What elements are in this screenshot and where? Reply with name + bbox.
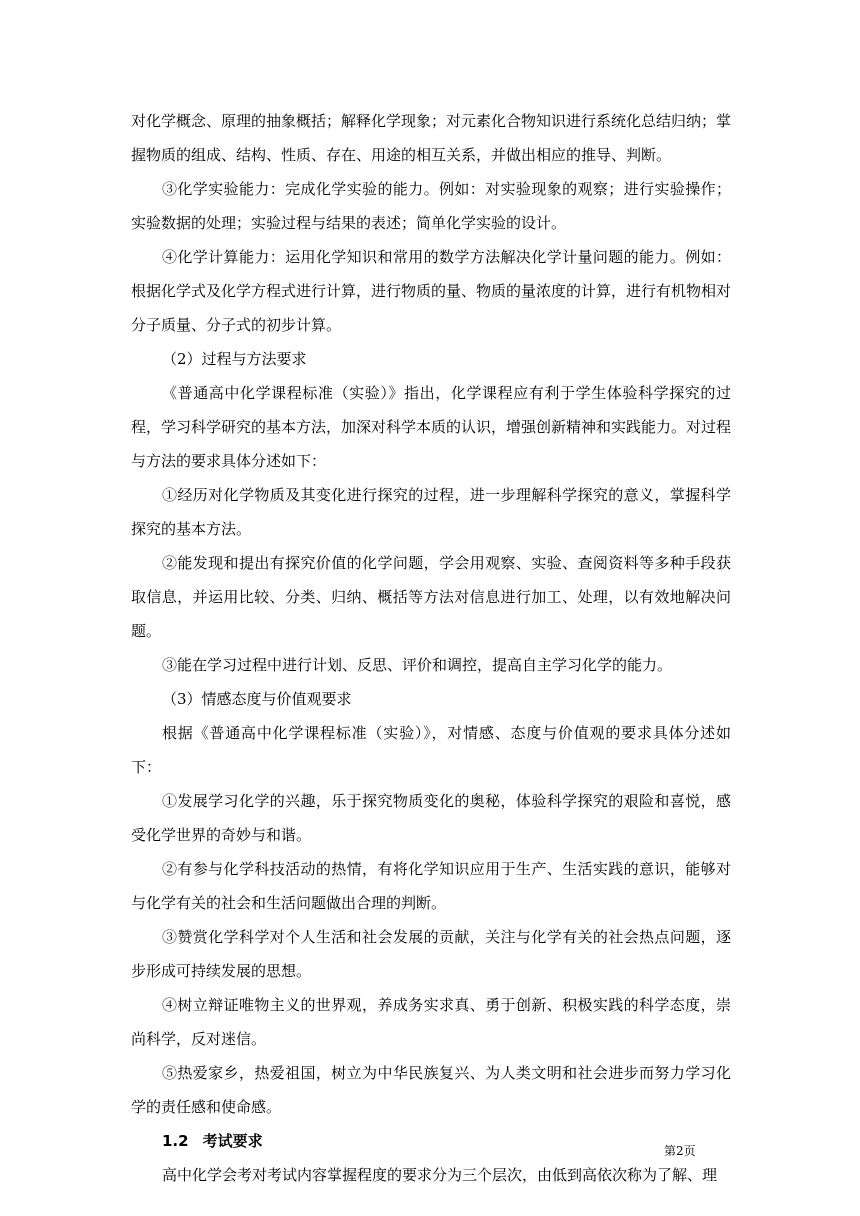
- paragraph-experiment-ability: ③化学实验能力：完成化学实验的能力。例如：对实验现象的观察；进行实验操作；实验数据的处理；实验过程与结果的表述；简单化学实验的设计。: [131, 180, 731, 232]
- section-number: 1.2: [162, 1132, 189, 1150]
- paragraph-attitude-2: ②有参与化学科技活动的热情，有将化学知识应用于生产、生活实践的意识，能够对与化学有关的社会和生活问题做出合理的判断。: [131, 860, 731, 912]
- page-number: 第2页: [664, 1144, 696, 1158]
- paragraph-process-3: ③能在学习过程中进行计划、反思、评价和调控，提高自主学习化学的能力。: [162, 656, 673, 674]
- paragraph-process-2: ②能发现和提出有探究价值的化学问题，学会用观察、实验、查阅资料等多种手段获取信息，并运用比较、分类、归纳、概括等方法对信息进行加工、处理，以有效地解决问题。: [131, 554, 731, 640]
- section-title: 考试要求: [202, 1132, 263, 1150]
- subheading-process-method: （2）过程与方法要求: [162, 350, 307, 368]
- subheading-attitude-values: （3）情感态度与价值观要求: [162, 690, 352, 708]
- paragraph-attitude-1: ①发展学习化学的兴趣，乐于探究物质变化的奥秘，体验科学探究的艰险和喜悦，感受化学世界的奇妙与和谐。: [131, 792, 731, 844]
- paragraph-standard-intro: 《普通高中化学课程标准（实验）》指出，化学课程应有利于学生体验科学探究的过程，学习科学研究的基本方法，加深对科学本质的认识，增强创新精神和实践能力。对过程与方法的要求具体分述如下：: [131, 384, 732, 470]
- paragraph-process-1: ①经历对化学物质及其变化进行探究的过程，进一步理解科学探究的意义，掌握科学探究的基本方法。: [131, 486, 731, 538]
- paragraph-calculation-ability: ④化学计算能力：运用化学知识和常用的数学方法解决化学计量问题的能力。例如：根据化学式及化学方程式进行计算，进行物质的量、物质的量浓度的计算，进行有机物相对分子质量、分子式的初步计算。: [131, 248, 732, 334]
- paragraph-attitude-intro: 根据《普通高中化学课程标准（实验）》，对情感、态度与价值观的要求具体分述如下：: [131, 724, 731, 776]
- paragraph-attitude-5: ⑤热爱家乡，热爱祖国，树立为中华民族复兴、为人类文明和社会进步而努力学习化学的责任感和使命感。: [131, 1064, 731, 1116]
- section-heading: [131, 1124, 731, 1158]
- paragraph-continuation: 对化学概念、原理的抽象概括；解释化学现象；对元素化合物知识进行系统化总结归纳；掌握物质的组成、结构、性质、存在、用途的相互关系，并做出相应的推导、判断。: [131, 112, 732, 164]
- paragraph-exam-requirements: 高中化学会考对考试内容掌握程度的要求分为三个层次，由低到高依次称为了解、理: [162, 1166, 718, 1184]
- paragraph-attitude-3: ③赞赏化学科学对个人生活和社会发展的贡献，关注与化学有关的社会热点问题，逐步形成可持续发展的思想。: [131, 928, 731, 980]
- page-content: [131, 104, 731, 1192]
- paragraph-attitude-4: ④树立辩证唯物主义的世界观，养成务实求真、勇于创新、积极实践的科学态度，崇尚科学，反对迷信。: [131, 996, 731, 1048]
